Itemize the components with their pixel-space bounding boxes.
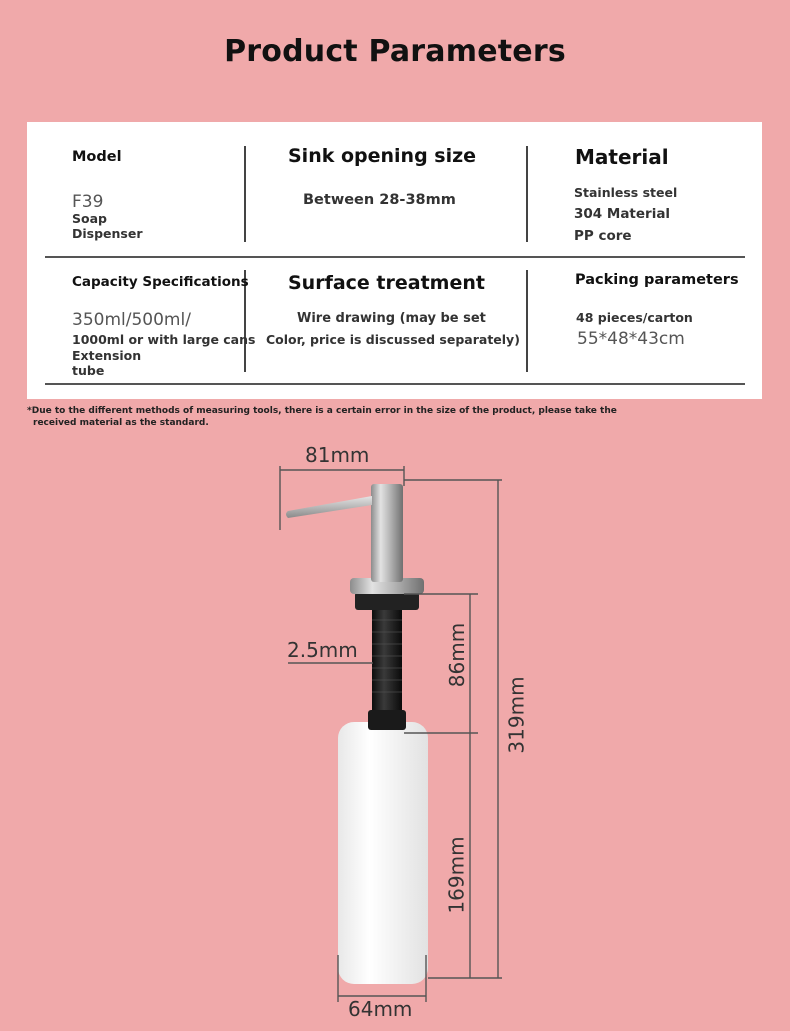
bottle-width-label: 64mm	[348, 997, 413, 1021]
model-desc-2: Dispenser	[72, 226, 143, 241]
packing-2: 55*48*43cm	[577, 329, 685, 349]
shank-nut	[368, 710, 406, 730]
material-label: Material	[575, 145, 669, 169]
sink-value: Between 28-38mm	[303, 192, 456, 208]
capacity-3: Extension	[72, 348, 142, 363]
capacity-4: tube	[72, 363, 105, 378]
material-2: 304 Material	[574, 206, 671, 222]
spout	[286, 496, 372, 518]
threaded-shank	[372, 608, 402, 726]
capacity-value: 350ml/500ml/	[72, 310, 191, 330]
page-title: Product Parameters	[224, 34, 566, 69]
shank-length-label: 86mm	[445, 622, 470, 688]
material-1: Stainless steel	[574, 185, 678, 200]
packing-label: Packing parameters	[575, 272, 739, 288]
tube-diameter-label: 2.5mm	[287, 638, 358, 662]
spout-length-label: 81mm	[305, 443, 370, 467]
note-line-2: received material as the standard.	[33, 418, 209, 428]
total-height-label: 319mm	[504, 676, 529, 754]
note-line-1: Due to the different methods of measuring tools, there is a certain error in the size of the product, please take the	[31, 406, 617, 416]
capacity-label: Capacity Specifications	[72, 274, 249, 290]
bottle	[338, 722, 428, 984]
surface-label: Surface treatment	[288, 272, 485, 294]
surface-2: Color, price is discussed separately)	[266, 332, 520, 347]
pump-head	[371, 484, 403, 582]
sink-label: Sink opening size	[288, 145, 477, 167]
model-label: Model	[72, 149, 122, 165]
note-marker: *	[27, 406, 32, 416]
bottle-height-label: 169mm	[444, 836, 469, 914]
packing-1: 48 pieces/carton	[576, 310, 693, 325]
material-3: PP core	[574, 228, 632, 244]
model-desc-1: Soap	[72, 211, 107, 226]
model-value: F39	[72, 192, 104, 212]
capacity-2: 1000ml or with large cans	[72, 332, 256, 347]
surface-1: Wire drawing (may be set	[297, 311, 486, 326]
